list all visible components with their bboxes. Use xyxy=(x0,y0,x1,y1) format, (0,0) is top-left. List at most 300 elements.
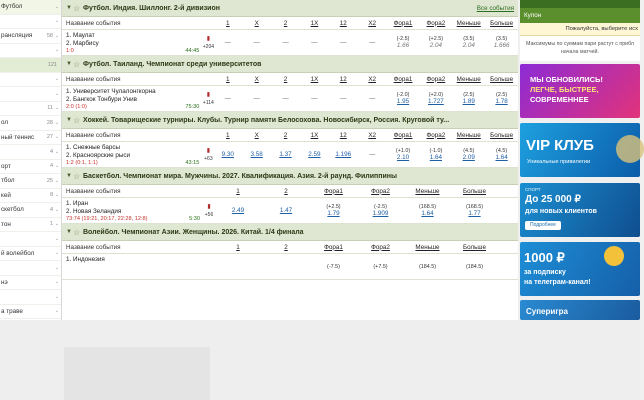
odds-value[interactable]: — xyxy=(369,95,376,102)
sidebar-item-count: 58 xyxy=(46,32,53,39)
odds-handicap: (+2.0) xyxy=(428,92,443,98)
chevron-down-icon[interactable]: ⌄ xyxy=(54,264,60,271)
odds-value[interactable]: 1.64 xyxy=(421,210,434,217)
event-score: 73:74 (19:21, 20:17, 22:28, 12:8) xyxy=(66,216,148,222)
sidebar-item[interactable] xyxy=(0,0,61,15)
column-header[interactable]: X2 xyxy=(368,131,377,139)
odds-cell[interactable] xyxy=(271,30,300,55)
chevron-down-icon[interactable]: ▼ xyxy=(66,173,72,179)
chevron-down-icon[interactable]: ⌄ xyxy=(54,279,60,286)
event-stats[interactable] xyxy=(204,198,214,223)
column-header[interactable]: 2 xyxy=(284,187,288,195)
odds-cell[interactable] xyxy=(485,30,518,55)
column-header[interactable]: Фора1 xyxy=(393,131,413,139)
sidebar-item[interactable] xyxy=(0,247,61,262)
column-header-row xyxy=(62,129,518,142)
odds-cell[interactable] xyxy=(300,30,329,55)
odds-value[interactable]: 1.196 xyxy=(335,151,352,158)
odds-cell[interactable] xyxy=(452,30,485,55)
sidebar-item-label: рансляция xyxy=(1,32,33,40)
sidebar-item-label: й волейбол xyxy=(1,249,35,257)
odds-value[interactable]: 2.04 xyxy=(462,42,475,49)
sidebar-item[interactable] xyxy=(0,174,61,189)
chevron-down-icon[interactable]: ⌄ xyxy=(54,90,60,97)
more-markets-count[interactable]: +56 xyxy=(204,212,214,218)
stats-bars-icon[interactable]: ▮ xyxy=(206,92,211,98)
sidebar-item[interactable] xyxy=(0,305,61,320)
odds-value[interactable]: 9.30 xyxy=(221,151,234,158)
odds-handicap: (+2.5) xyxy=(428,36,443,42)
events-list xyxy=(62,0,518,320)
odds-cell[interactable] xyxy=(387,142,420,167)
sidebar-item[interactable] xyxy=(0,29,61,44)
cookie-notice xyxy=(64,347,210,400)
table-row[interactable] xyxy=(62,86,518,112)
chevron-down-icon[interactable]: ▼ xyxy=(66,117,72,123)
sidebar-item-count: 4 xyxy=(49,163,53,170)
odds-cell[interactable] xyxy=(271,86,300,111)
column-header[interactable]: Фора1 xyxy=(324,187,343,195)
coupon-header[interactable] xyxy=(520,8,640,23)
odds-value[interactable]: 1.79 xyxy=(327,210,340,217)
table-row[interactable] xyxy=(62,30,518,56)
stats-bars-icon[interactable]: ▮ xyxy=(206,36,211,42)
coupon-message: Пожалуйста, выберите исх xyxy=(520,23,640,36)
column-header-row xyxy=(62,241,518,254)
odds-value[interactable]: 2.04 xyxy=(429,42,443,49)
odds-cell[interactable] xyxy=(358,30,387,55)
event-time: 75:30 xyxy=(185,104,200,110)
chevron-down-icon[interactable]: ⌄ xyxy=(54,76,60,83)
event-score: 1:2 (0:1, 1:1) xyxy=(66,160,98,166)
event-teams[interactable] xyxy=(62,86,203,111)
chevron-down-icon[interactable]: ⌄ xyxy=(54,105,60,112)
column-header[interactable]: Фора2 xyxy=(426,19,446,27)
odds-cell[interactable] xyxy=(213,30,242,55)
event-stats[interactable] xyxy=(203,142,213,167)
sidebar-item[interactable] xyxy=(0,189,61,204)
odds-cell[interactable] xyxy=(451,254,498,279)
banner-bonus-amount: До 25 000 ₽ xyxy=(525,194,581,205)
sidebar-item-label: тбол xyxy=(1,177,15,185)
chevron-down-icon[interactable]: ⌄ xyxy=(54,47,60,54)
chevron-down-icon[interactable]: ▼ xyxy=(66,5,72,11)
sidebar-item[interactable] xyxy=(0,145,61,160)
odds-value[interactable]: — xyxy=(340,39,347,46)
chevron-down-icon[interactable]: ▼ xyxy=(66,229,72,235)
odds-value[interactable]: — xyxy=(282,39,289,46)
odds-handicap: (168.5) xyxy=(465,204,484,210)
star-icon[interactable]: ☆ xyxy=(73,59,81,69)
team1-name: 1. Иран xyxy=(66,200,89,207)
odds-handicap: (3.5) xyxy=(463,36,475,42)
table-row[interactable] xyxy=(62,198,518,224)
column-header[interactable]: 1X xyxy=(310,75,319,83)
stats-bars-icon[interactable]: ▮ xyxy=(207,204,211,210)
odds-cell[interactable] xyxy=(214,254,262,279)
odds-cell[interactable] xyxy=(300,86,329,111)
column-header-name: Название события xyxy=(66,187,121,195)
odds-handicap: (2.5) xyxy=(496,92,508,98)
odds-value[interactable]: 1.666 xyxy=(493,42,510,49)
odds-cell[interactable] xyxy=(329,30,358,55)
coupon-title: Купон xyxy=(524,12,542,19)
odds-value[interactable]: 1.727 xyxy=(428,98,444,105)
column-header[interactable]: Меньше xyxy=(415,243,440,251)
sidebar-item-count: 25 xyxy=(46,177,53,184)
odds-cell[interactable] xyxy=(419,30,452,55)
odds-value[interactable]: 1.64 xyxy=(429,154,443,161)
event-score: 2:0 (1:0) xyxy=(66,104,87,110)
sidebar-item-count: 28 xyxy=(46,119,53,126)
section-title: Баскетбол. Чемпионат мира. Мужчины. 2027. Квалификация. Азия. 2-й раунд. Филиппины xyxy=(83,172,398,180)
odds-value[interactable]: 2.10 xyxy=(396,154,410,161)
team2-name: 2. Марбису xyxy=(66,40,99,47)
column-header[interactable]: Больше xyxy=(490,131,514,139)
odds-value[interactable]: — xyxy=(340,95,347,102)
table-row[interactable] xyxy=(62,142,518,168)
odds-value[interactable]: 1.89 xyxy=(462,98,475,105)
sidebar-item[interactable] xyxy=(0,276,61,291)
banner-vip-subtitle: Уникальные привилегии xyxy=(527,159,591,165)
odds-cell[interactable] xyxy=(242,30,271,55)
banner-vip-title: VIP КЛУБ xyxy=(526,137,594,154)
section-header[interactable] xyxy=(62,0,518,17)
odds-value[interactable]: 1.77 xyxy=(468,210,481,217)
event-teams[interactable] xyxy=(62,142,203,167)
sidebar-item[interactable] xyxy=(0,160,61,175)
odds-value[interactable]: 1.95 xyxy=(396,98,410,105)
odds-cell[interactable] xyxy=(262,254,310,279)
team1-name: 1. Снежные барсы xyxy=(66,144,121,151)
sidebar-item[interactable] xyxy=(0,116,61,131)
odds-handicap: (-2.5) xyxy=(374,204,387,210)
odds-value[interactable]: 1.64 xyxy=(495,154,508,161)
odds-handicap: (-1.0) xyxy=(429,148,443,154)
odds-cell[interactable] xyxy=(404,198,451,223)
chevron-down-icon[interactable]: ⌄ xyxy=(54,3,60,10)
odds-value[interactable]: — xyxy=(311,39,318,46)
chevron-down-icon[interactable]: ⌄ xyxy=(54,235,60,242)
star-icon[interactable]: ☆ xyxy=(73,115,81,125)
sidebar-item[interactable] xyxy=(0,87,61,102)
sidebar-item-label: нэ xyxy=(1,278,8,286)
odds-cell[interactable] xyxy=(214,198,262,223)
banner-updated-line2: ЛЕГЧЕ, БЫСТРЕЕ, xyxy=(530,85,599,94)
odds-cell[interactable] xyxy=(213,142,242,167)
more-markets-count[interactable]: +114 xyxy=(202,100,214,106)
sports-sidebar xyxy=(0,0,62,320)
sidebar-item-count: 4 xyxy=(49,206,53,213)
column-header[interactable]: 1X xyxy=(310,131,319,139)
odds-cell[interactable] xyxy=(452,142,485,167)
chevron-down-icon[interactable]: ⌄ xyxy=(54,119,60,126)
banner-telegram-line3: на телеграм-канал! xyxy=(524,279,591,286)
column-header[interactable]: Больше xyxy=(490,19,514,27)
banner-telegram-line2: за подписку xyxy=(524,269,566,276)
event-time: 44:45 xyxy=(185,48,200,54)
odds-cell[interactable] xyxy=(329,142,358,167)
odds-cell[interactable] xyxy=(358,142,387,167)
odds-handicap: (+1.0) xyxy=(395,148,411,154)
odds-cell[interactable] xyxy=(310,254,357,279)
odds-cell[interactable] xyxy=(357,254,404,279)
chevron-down-icon[interactable]: ⌄ xyxy=(54,177,60,184)
column-header[interactable]: Фора2 xyxy=(426,131,446,139)
team2-name: 2. Бангкок Тонбури Унив xyxy=(66,96,137,103)
chevron-down-icon[interactable]: ⌄ xyxy=(54,206,60,213)
sidebar-item[interactable] xyxy=(0,261,61,276)
sidebar-item-label: а траве xyxy=(1,307,23,315)
sidebar-item-label: ол xyxy=(1,119,9,127)
column-header[interactable]: 12 xyxy=(339,19,347,27)
odds-cell[interactable] xyxy=(387,30,420,55)
sidebar-item[interactable] xyxy=(0,58,61,73)
column-header[interactable]: Меньше xyxy=(456,131,481,139)
section-title: Футбол. Индия. Шиллонг. 2-й дивизион xyxy=(83,4,220,12)
sidebar-item-count: 27 xyxy=(46,134,53,141)
column-header[interactable]: Меньше xyxy=(456,19,481,27)
sidebar-item-label: Футбол xyxy=(1,3,23,11)
table-row[interactable] xyxy=(62,254,518,280)
section-title: Хоккей. Товарищеские турниры. Клубы. Турнир памяти Белосохова. Новосибирск, Россия. Круговой ту... xyxy=(83,116,450,124)
coin-icon xyxy=(604,246,624,266)
odds-value[interactable]: 2.49 xyxy=(231,207,245,214)
banner-bonus-text: для новых клиентов xyxy=(525,208,597,215)
sidebar-item[interactable] xyxy=(0,131,61,146)
sidebar-item[interactable] xyxy=(0,73,61,88)
odds-value[interactable]: 1.78 xyxy=(495,98,508,105)
odds-value[interactable]: — xyxy=(253,39,260,46)
sidebar-item[interactable] xyxy=(0,44,61,59)
odds-cell[interactable] xyxy=(357,198,404,223)
column-header[interactable]: 1X xyxy=(310,19,319,27)
column-header[interactable]: Меньше xyxy=(415,187,440,195)
stats-bars-icon[interactable]: ▮ xyxy=(206,148,211,154)
event-time: 43:15 xyxy=(185,160,200,166)
column-header[interactable]: Фора1 xyxy=(393,19,413,27)
event-teams[interactable] xyxy=(62,30,203,55)
odds-handicap: (4.5) xyxy=(496,148,508,154)
coupon-top-bar xyxy=(520,0,640,8)
odds-cell[interactable] xyxy=(310,198,357,223)
column-header-name: Название события xyxy=(66,131,121,139)
team2-name: 2. Новая Зеландия xyxy=(66,208,122,215)
star-icon[interactable]: ☆ xyxy=(73,227,81,237)
odds-handicap: (-7.5) xyxy=(327,263,340,270)
column-header[interactable]: Больше xyxy=(490,75,514,83)
event-score: 1:0 xyxy=(66,48,74,54)
odds-cell[interactable] xyxy=(419,86,452,111)
odds-cell[interactable] xyxy=(387,86,420,111)
column-header[interactable]: 1 xyxy=(226,19,230,27)
odds-handicap: (-2.5) xyxy=(396,36,410,42)
chevron-down-icon[interactable]: ⌄ xyxy=(54,18,60,25)
team2-name: 2. Красноярские рыси xyxy=(66,152,131,159)
all-events-link[interactable]: Все события xyxy=(476,4,514,12)
odds-cell[interactable] xyxy=(271,142,300,167)
odds-value[interactable]: 1.66 xyxy=(396,42,410,49)
odds-handicap: (+2.5) xyxy=(326,204,341,210)
column-header[interactable]: Фора2 xyxy=(371,187,390,195)
more-markets-count[interactable]: +63 xyxy=(204,156,213,162)
odds-cell[interactable] xyxy=(485,142,518,167)
sidebar-item-count: 8 xyxy=(49,192,53,199)
event-time: 5:30 xyxy=(189,216,200,222)
odds-cell[interactable] xyxy=(300,142,329,167)
sidebar-item[interactable] xyxy=(0,15,61,30)
column-header-name: Название события xyxy=(66,75,121,83)
chevron-down-icon[interactable]: ▼ xyxy=(66,61,72,67)
odds-value[interactable]: — xyxy=(224,95,231,102)
column-header[interactable]: Фора1 xyxy=(393,75,413,83)
team1-name: 1. Университет Чулалонгкорна xyxy=(66,88,156,95)
odds-value[interactable]: — xyxy=(282,95,289,102)
odds-cell[interactable] xyxy=(452,86,485,111)
chevron-down-icon[interactable]: ⌄ xyxy=(54,221,60,228)
column-header[interactable]: Фора1 xyxy=(324,243,343,251)
column-header[interactable]: Меньше xyxy=(456,75,481,83)
sidebar-item-label: орт xyxy=(1,162,11,170)
odds-cell[interactable] xyxy=(419,142,452,167)
column-header[interactable]: X xyxy=(254,75,259,83)
column-header[interactable]: X xyxy=(254,131,259,139)
sidebar-item-count: 4 xyxy=(49,148,53,155)
star-icon[interactable]: ☆ xyxy=(73,3,81,13)
odds-handicap: (184.5) xyxy=(418,263,437,270)
chevron-down-icon[interactable]: ⌄ xyxy=(54,163,60,170)
odds-handicap: (168.5) xyxy=(418,204,437,210)
vip-coin-icon xyxy=(616,135,644,163)
odds-cell[interactable] xyxy=(262,198,310,223)
section-title: Волейбол. Чемпионат Азии. Женщины. 2026. Китай. 1/4 финала xyxy=(83,228,304,236)
odds-handicap: (3.5) xyxy=(496,36,508,42)
banner-new-clients[interactable] xyxy=(520,183,640,237)
star-icon[interactable]: ☆ xyxy=(73,171,81,181)
chevron-down-icon[interactable]: ⌄ xyxy=(54,148,60,155)
section-header[interactable] xyxy=(62,56,518,73)
column-header[interactable]: 1 xyxy=(236,187,240,195)
section-header[interactable] xyxy=(62,168,518,185)
odds-handicap: (+7.5) xyxy=(373,263,388,270)
sidebar-item[interactable] xyxy=(0,102,61,117)
column-header[interactable]: 1 xyxy=(226,131,230,139)
odds-handicap: (4.5) xyxy=(463,148,475,154)
section-header[interactable] xyxy=(62,224,518,241)
odds-handicap: (184.5) xyxy=(465,263,484,270)
column-header[interactable]: 2 xyxy=(283,19,288,27)
more-markets-count[interactable]: +204 xyxy=(202,44,215,50)
odds-value[interactable]: 1.47 xyxy=(279,207,293,214)
banner-more-button[interactable]: Подробнее xyxy=(525,221,561,230)
event-stats[interactable] xyxy=(203,86,213,111)
banner-telegram[interactable] xyxy=(520,242,640,296)
column-header[interactable]: 1 xyxy=(226,75,230,83)
odds-cell[interactable] xyxy=(242,86,271,111)
column-header[interactable]: 2 xyxy=(283,131,288,139)
column-header[interactable]: Больше xyxy=(462,187,486,195)
banner-telegram-amount: 1000 ₽ xyxy=(524,250,565,265)
column-header[interactable]: Больше xyxy=(462,243,486,251)
team1-name: 1. Индонезия xyxy=(66,256,105,263)
event-teams[interactable] xyxy=(62,254,204,279)
team1-name: 1. Маулат xyxy=(66,32,95,39)
odds-cell[interactable] xyxy=(329,86,358,111)
odds-cell[interactable] xyxy=(451,198,498,223)
odds-cell[interactable] xyxy=(213,86,242,111)
odds-value[interactable]: — xyxy=(369,151,376,158)
column-header[interactable]: X2 xyxy=(368,75,377,83)
column-header[interactable]: 2 xyxy=(284,243,288,251)
event-stats[interactable] xyxy=(203,30,213,55)
sidebar-item[interactable] xyxy=(0,290,61,305)
column-header[interactable]: X2 xyxy=(368,19,377,27)
odds-handicap: (-2.0) xyxy=(396,92,410,98)
banner-updated-line1: МЫ ОБНОВИЛИСЬ! xyxy=(530,75,603,84)
sidebar-item-label: скетбол xyxy=(1,206,24,214)
odds-value[interactable]: 1.37 xyxy=(279,151,292,158)
odds-value[interactable]: 3.58 xyxy=(250,151,263,158)
chevron-down-icon[interactable]: ⌄ xyxy=(54,192,60,199)
odds-value[interactable]: — xyxy=(369,39,376,46)
odds-cell[interactable] xyxy=(485,86,518,111)
column-header[interactable]: 2 xyxy=(283,75,288,83)
odds-value[interactable]: 1.909 xyxy=(372,210,389,217)
column-header[interactable]: X xyxy=(254,19,259,27)
odds-value[interactable]: — xyxy=(311,95,318,102)
odds-cell[interactable] xyxy=(358,86,387,111)
coupon-note: Максимумы по суммам пари растут с прибл начала матчей. xyxy=(520,36,640,61)
chevron-down-icon[interactable]: ⌄ xyxy=(54,32,60,39)
sidebar-item-label: тон xyxy=(1,220,11,228)
sidebar-item-label: кей xyxy=(1,191,11,199)
column-header[interactable]: 12 xyxy=(339,131,347,139)
column-header[interactable]: Фора2 xyxy=(426,75,446,83)
column-header-row xyxy=(62,73,518,86)
odds-cell[interactable] xyxy=(242,142,271,167)
column-header[interactable]: 1 xyxy=(236,243,240,251)
chevron-down-icon[interactable]: ⌄ xyxy=(54,134,60,141)
odds-value[interactable]: — xyxy=(224,39,231,46)
sidebar-item[interactable] xyxy=(0,232,61,247)
odds-cell[interactable] xyxy=(404,254,451,279)
column-header[interactable]: Фора2 xyxy=(371,243,390,251)
banner-vip-club[interactable] xyxy=(520,123,640,177)
odds-value[interactable]: 2.59 xyxy=(308,151,321,158)
sidebar-item[interactable] xyxy=(0,218,61,233)
banner-updated[interactable] xyxy=(520,64,640,118)
odds-value[interactable]: — xyxy=(253,95,260,102)
chevron-down-icon[interactable]: ⌄ xyxy=(54,308,60,315)
odds-handicap: (2.5) xyxy=(463,92,475,98)
event-teams[interactable] xyxy=(62,198,204,223)
banner-sport-tag: СПОРТ xyxy=(525,187,541,192)
banner-supergame-title: Суперигра xyxy=(526,307,568,316)
section-header[interactable] xyxy=(62,112,518,129)
column-header[interactable]: 12 xyxy=(339,75,347,83)
chevron-down-icon[interactable]: ⌄ xyxy=(54,250,60,257)
section-title: Футбол. Таиланд. Чемпионат среди университетов xyxy=(83,60,262,68)
sidebar-item-label: ный теннис xyxy=(1,133,35,141)
column-header-name: Название события xyxy=(66,243,121,251)
sidebar-item[interactable] xyxy=(0,203,61,218)
column-header-name: Название события xyxy=(66,19,121,27)
chevron-down-icon[interactable]: ⌄ xyxy=(54,293,60,300)
banner-supergame[interactable] xyxy=(520,300,640,320)
event-stats[interactable] xyxy=(204,254,214,279)
odds-value[interactable]: 2.09 xyxy=(462,154,475,161)
team2-name xyxy=(66,264,204,272)
